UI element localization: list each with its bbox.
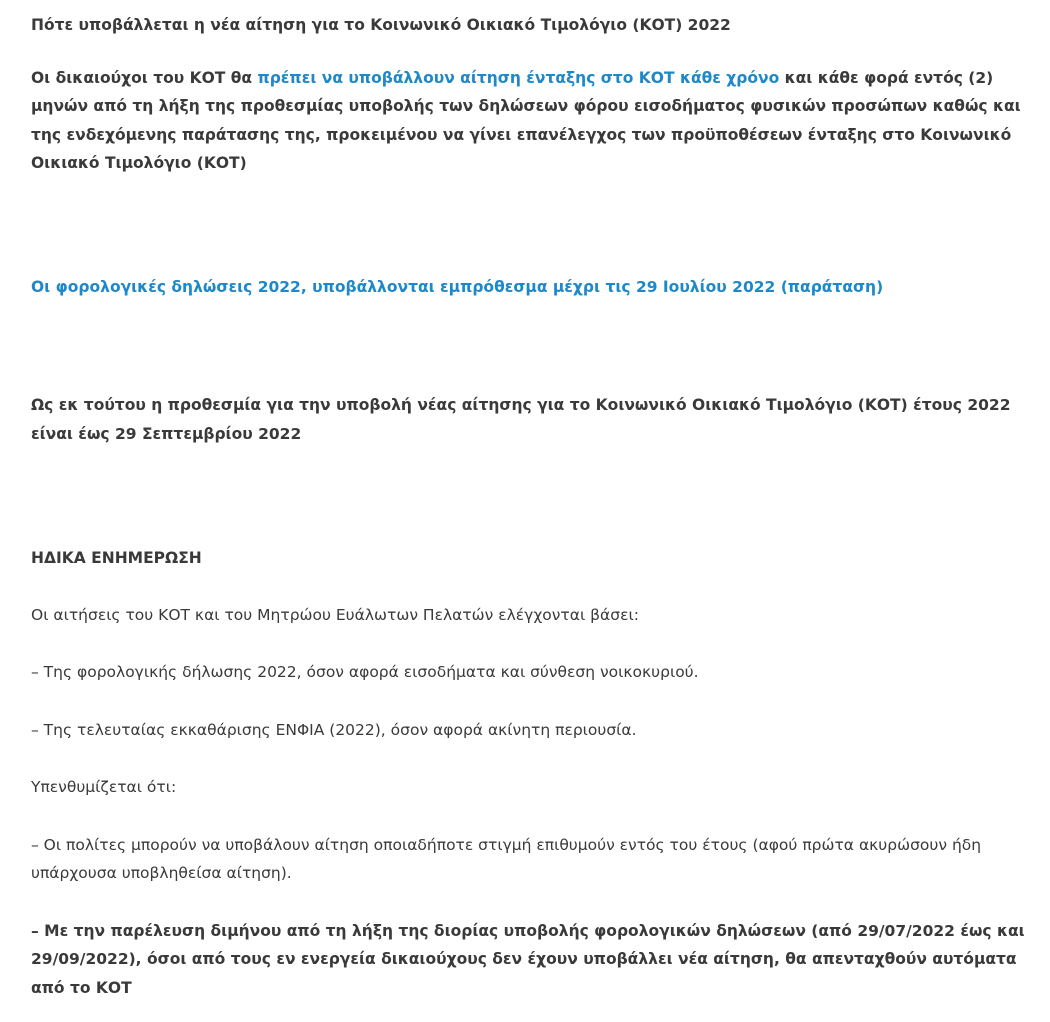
- checked-intro-paragraph: Οι αιτήσεις του ΚΟΤ και του Μητρώου Ευάλωτων Πελατών ελέγχονται βάσει:: [31, 605, 639, 624]
- article-title: Πότε υποβάλλεται η νέα αίτηση για το Κοινωνικό Οικιακό Τιμολόγιο (ΚΟΤ) 2022: [31, 16, 731, 34]
- update-heading: ΗΔΙΚΑ ΕΝΗΜΕΡΩΣΗ: [31, 549, 202, 567]
- intro-text-before: Οι δικαιούχοι του ΚΟΤ θα: [31, 68, 258, 87]
- intro-paragraph: [31, 64, 1036, 178]
- list-item-anytime-application: – Οι πολίτες μπορούν να υποβάλουν αίτηση οποιαδήποτε στιγμή επιθυμούν εντός του έτους (αφού πρώτα ακυρώσουν ήδη υπάρχουσα υποβληθείσα αίτηση).: [31, 835, 982, 882]
- list-item-automatic-removal: – Με την παρέλευση διμήνου από τη λήξη της διορίας υποβολής φορολογικών δηλώσεων (από 29/07/2022 έως και 29/09/2022), όσοι από τους εν ενεργεία δικαιούχους δεν έχουν υποβάλλει νέα αίτηση, θα απενταχθούν αυτόματα από το ΚΟΤ: [31, 921, 1025, 997]
- reminder-label: Υπενθυμίζεται ότι:: [31, 778, 177, 796]
- annual-application-link[interactable]: πρέπει να υποβάλλουν αίτηση ένταξης στο ΚΟΤ κάθε χρόνο: [257, 68, 780, 87]
- article-body: [31, 11, 1036, 1002]
- application-deadline-paragraph: Ως εκ τούτου η προθεσμία για την υποβολή νέας αίτησης για το Κοινωνικό Οικιακό Τιμολόγιο (ΚΟΤ) έτους 2022 είναι έως 29 Σεπτεμβρίου 2022: [31, 396, 1011, 443]
- list-item-enfia: – Της τελευταίας εκκαθάρισης ΕΝΦΙΑ (2022), όσον αφορά ακίνητη περιουσία.: [31, 720, 637, 739]
- list-item-tax-return: – Της φορολογικής δήλωσης 2022, όσον αφορά εισοδήματα και σύνθεση νοικοκυριού.: [31, 663, 699, 681]
- tax-deadline-link[interactable]: Οι φορολογικές δηλώσεις 2022, υποβάλλονται εμπρόθεσμα μέχρι τις 29 Ιουλίου 2022 (παράταση): [31, 277, 884, 296]
- intro-text-after: και κάθε φορά εντός (2) μηνών από τη λήξη της προθεσμίας υποβολής των δηλώσεων φόρου εισοδήματος φυσικών προσώπων καθώς και της ενδεχόμενης παράτασης της, προκειμένου να γίνει επανέλεγχος των προϋποθέσεων ένταξης στο Κοινωνικό Οικιακό Τιμολόγιο (ΚΟΤ): [31, 68, 1021, 172]
